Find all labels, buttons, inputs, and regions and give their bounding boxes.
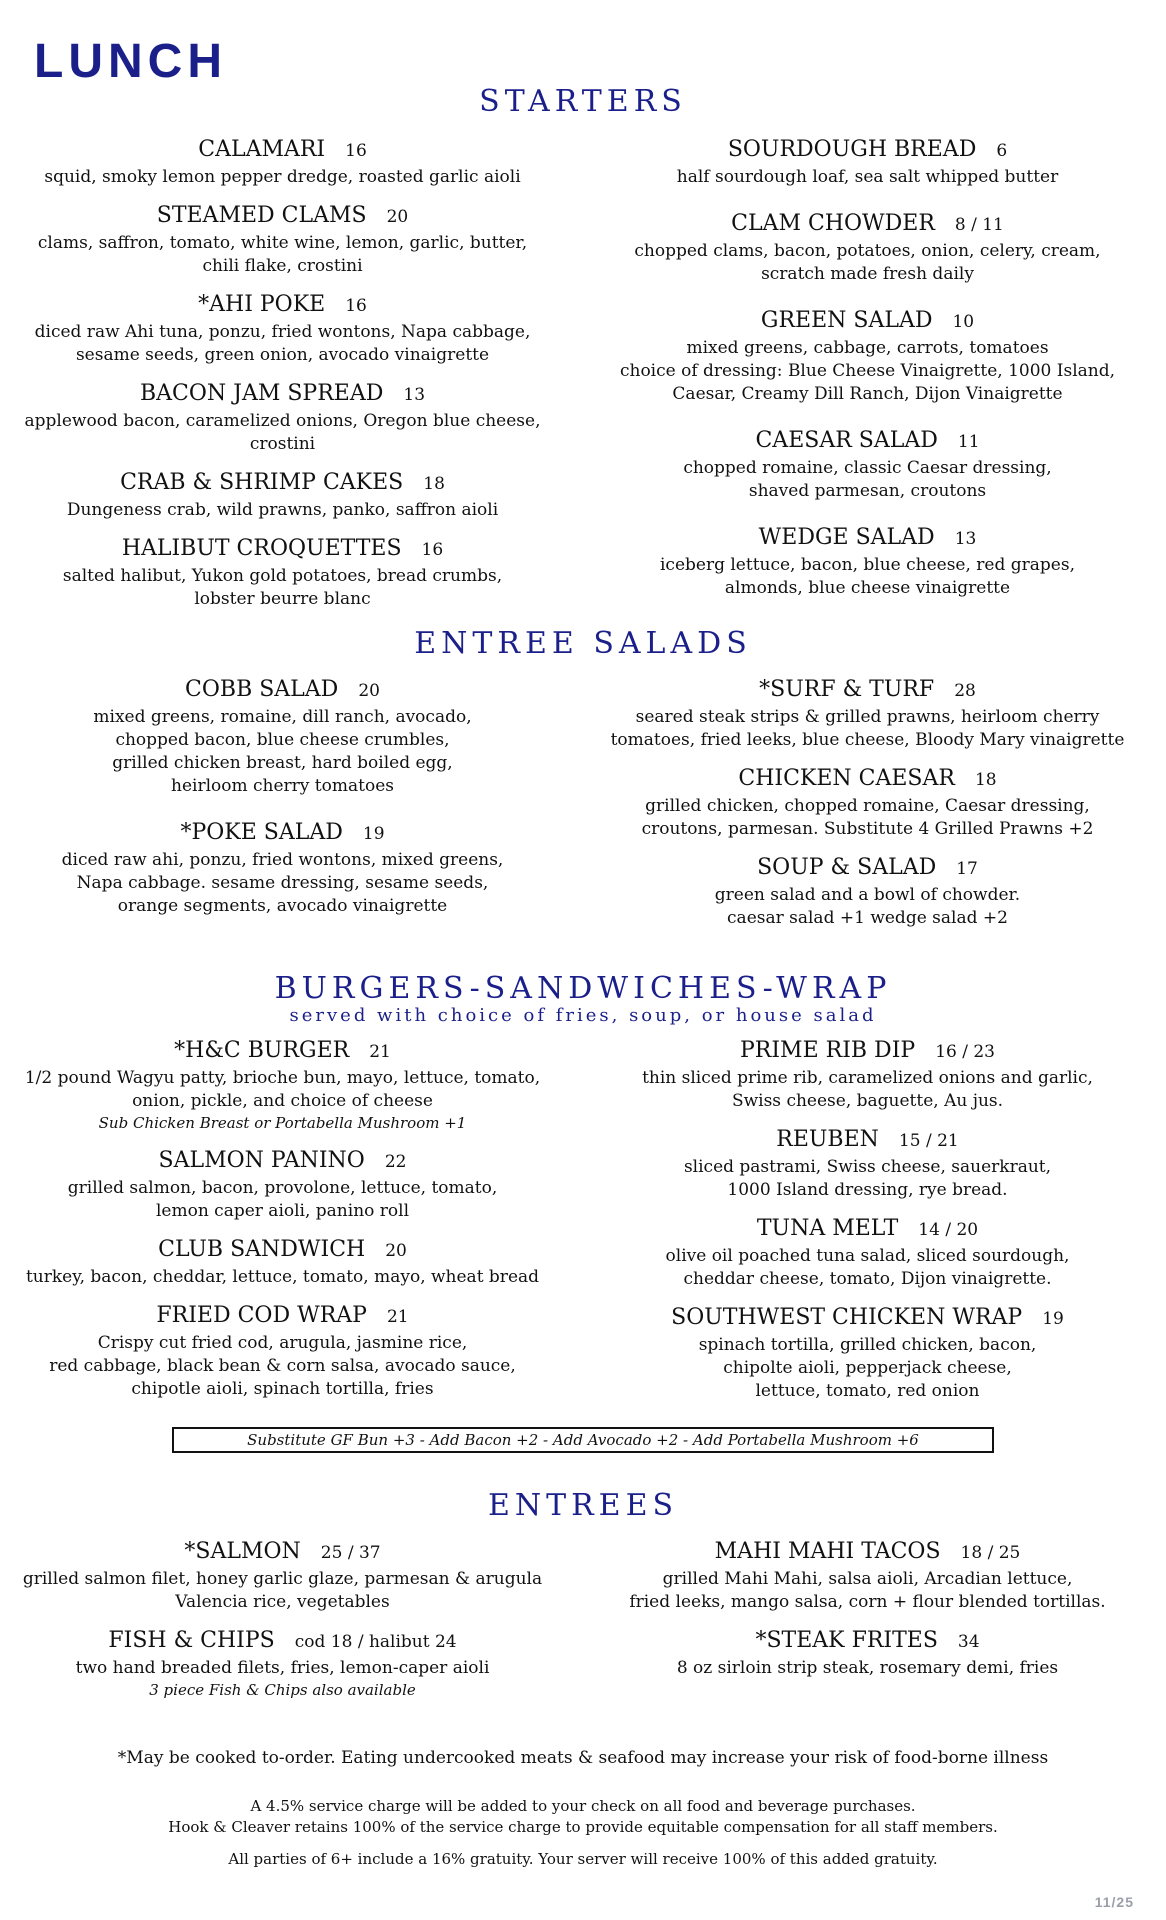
- menu-item-heading: [600, 1214, 1135, 1245]
- menu-item-name: CLAM CHOWDER: [731, 211, 935, 236]
- burgers-left-column: [20, 1036, 545, 1413]
- menu-item-description: cheddar cheese, tomato, Dijon vinaigrette.: [683, 1269, 1052, 1289]
- menu-item: [600, 1036, 1135, 1113]
- gratuity-notice: All parties of 6+ include a 16% gratuity. Your server will receive 100% of this added gratuity.: [228, 1850, 938, 1868]
- menu-item-price: 6: [996, 141, 1008, 161]
- menu-item-price: 22: [384, 1152, 407, 1172]
- menu-item-heading: [600, 306, 1135, 337]
- menu-item-heading: [20, 1146, 545, 1177]
- menu-item-price: 16: [421, 540, 444, 560]
- menu-item: [600, 1214, 1135, 1291]
- menu-item-description: grilled salmon, bacon, provolone, lettuce, tomato,: [67, 1178, 498, 1198]
- menu-item-heading: [20, 818, 545, 849]
- menu-item-name: GREEN SALAD: [760, 308, 933, 333]
- menu-item-price: 13: [954, 529, 977, 549]
- menu-item-heading: [20, 1235, 545, 1266]
- menu-item-heading: [20, 379, 545, 410]
- menu-item-price: 16 / 23: [935, 1042, 995, 1062]
- menu-item-description: 1/2 pound Wagyu patty, brioche bun, mayo, lettuce, tomato,: [24, 1068, 541, 1088]
- menu-item-description: sliced pastrami, Swiss cheese, sauerkraut,: [683, 1157, 1052, 1177]
- menu-item-name: PRIME RIB DIP: [740, 1038, 916, 1063]
- menu-item-price: 16: [345, 296, 367, 316]
- menu-item-heading: [600, 1036, 1135, 1067]
- menu-item-description: 8 oz sirloin strip steak, rosemary demi, fries: [676, 1658, 1059, 1678]
- menu-item: [20, 290, 545, 367]
- menu-item-description: Swiss cheese, baguette, Au jus.: [731, 1091, 1004, 1111]
- menu-item: [20, 1626, 545, 1701]
- menu-item-description: applewood bacon, caramelized onions, Oregon blue cheese,: [24, 411, 541, 431]
- menu-item-description: heirloom cherry tomatoes: [171, 776, 394, 796]
- menu-item: [600, 853, 1135, 930]
- menu-item-name: *H&C BURGER: [174, 1038, 350, 1063]
- menu-item-heading: [20, 290, 545, 321]
- section-heading-burgers: BURGERS-SANDWICHES-WRAP: [274, 971, 892, 1006]
- menu-item-description: Crispy cut fried cod, arugula, jasmine rice,: [97, 1333, 468, 1353]
- substitutions-box: Substitute GF Bun +3 - Add Bacon +2 - Add Avocado +2 - Add Portabella Mushroom +6: [172, 1427, 994, 1453]
- menu-item-description: salted halibut, Yukon gold potatoes, bread crumbs,: [62, 566, 503, 586]
- menu-item-description: orange segments, avocado vinaigrette: [117, 896, 448, 916]
- menu-item-description: scratch made fresh daily: [761, 264, 974, 284]
- menu-item-description: mixed greens, romaine, dill ranch, avocado,: [93, 707, 472, 727]
- menu-item-heading: [600, 1303, 1135, 1334]
- service-charge-notice: A 4.5% service charge will be added to your check on all food and beverage purchases.: [250, 1797, 916, 1815]
- menu-item-description: chopped bacon, blue cheese crumbles,: [115, 730, 450, 750]
- menu-item-price: 20: [386, 207, 409, 227]
- menu-item-name: MAHI MAHI TACOS: [714, 1539, 941, 1564]
- menu-item-name: *AHI POKE: [198, 292, 326, 317]
- menu-item-name: SOURDOUGH BREAD: [727, 137, 977, 162]
- menu-item: [600, 1626, 1135, 1680]
- starters-left-column: [20, 135, 545, 623]
- entrees-right-column: [600, 1537, 1135, 1692]
- menu-item-description: grilled chicken, chopped romaine, Caesar dressing,: [645, 796, 1090, 816]
- entree-salads-left-column: [20, 675, 545, 930]
- menu-item: [20, 818, 545, 918]
- menu-item-heading: [600, 764, 1135, 795]
- menu-item-heading: [600, 1537, 1135, 1568]
- menu-item-description: grilled salmon filet, honey garlic glaze, parmesan & arugula: [22, 1569, 543, 1589]
- menu-item-price: 21: [369, 1042, 391, 1062]
- menu-item-name: CRAB & SHRIMP CAKES: [120, 470, 404, 495]
- menu-item-price: 20: [358, 681, 380, 701]
- menu-item-description: olive oil poached tuna salad, sliced sourdough,: [665, 1246, 1070, 1266]
- menu-item: [600, 209, 1135, 286]
- menu-item-heading: [20, 135, 545, 166]
- menu-item-heading: [20, 534, 545, 565]
- menu-item-description: lemon caper aioli, panino roll: [155, 1201, 410, 1221]
- menu-item-description: two hand breaded filets, fries, lemon-caper aioli: [75, 1658, 490, 1678]
- menu-item: [20, 468, 545, 522]
- menu-item-description: chipotle aioli, spinach tortilla, fries: [131, 1379, 434, 1399]
- menu-item-heading: [20, 201, 545, 232]
- menu-item: [600, 1303, 1135, 1403]
- section-heading-entrees: ENTREES: [487, 1488, 679, 1523]
- menu-item-name: WEDGE SALAD: [758, 525, 935, 550]
- menu-item-description: chipolte aioli, pepperjack cheese,: [723, 1358, 1012, 1378]
- menu-item-description: seared steak strips & grilled prawns, heirloom cherry: [635, 707, 1100, 727]
- menu-item: [20, 1537, 545, 1614]
- menu-item: [600, 1537, 1135, 1614]
- menu-item-name: STEAMED CLAMS: [156, 203, 367, 228]
- menu-item-description: fried leeks, mango salsa, corn + flour blended tortillas.: [629, 1592, 1106, 1612]
- entree-salads-right-column: [600, 675, 1135, 942]
- raw-food-warning: *May be cooked to-order. Eating undercooked meats & seafood may increase your risk of food-borne illness: [117, 1748, 1049, 1768]
- menu-item-description: thin sliced prime rib, caramelized onions and garlic,: [642, 1068, 1093, 1088]
- menu-item-name: BACON JAM SPREAD: [139, 381, 384, 406]
- menu-item-price: 19: [362, 824, 385, 844]
- menu-item-price: 34: [957, 1632, 980, 1652]
- menu-item-description: mixed greens, cabbage, carrots, tomatoes: [686, 338, 1049, 358]
- service-charge-retention: Hook & Cleaver retains 100% of the service charge to provide equitable compensation for all staff members.: [168, 1818, 998, 1836]
- menu-item: [20, 135, 545, 189]
- menu-item: [20, 1301, 545, 1401]
- menu-item-description: tomatoes, fried leeks, blue cheese, Bloody Mary vinaigrette: [610, 730, 1125, 750]
- menu-item-name: REUBEN: [776, 1127, 879, 1152]
- menu-item: [20, 1146, 545, 1223]
- section-heading-starters: STARTERS: [479, 84, 687, 119]
- menu-item-description: Valencia rice, vegetables: [175, 1592, 390, 1612]
- menu-item: [20, 534, 545, 611]
- menu-item-description: green salad and a bowl of chowder.: [714, 885, 1021, 905]
- menu-item: [600, 675, 1135, 752]
- page-number: 11/25: [1094, 1894, 1134, 1910]
- menu-item: [20, 379, 545, 456]
- menu-item-price: 14 / 20: [918, 1220, 979, 1240]
- menu-item-description: Dungeness crab, wild prawns, panko, saffron aioli: [66, 500, 499, 520]
- menu-item-description: turkey, bacon, cheddar, lettuce, tomato, mayo, wheat bread: [25, 1267, 540, 1287]
- menu-item-description: grilled Mahi Mahi, salsa aioli, Arcadian lettuce,: [662, 1569, 1073, 1589]
- menu-item-description: chopped clams, bacon, potatoes, onion, celery, cream,: [634, 241, 1101, 261]
- menu-item: [20, 1036, 545, 1134]
- menu-item-price: 20: [385, 1241, 407, 1261]
- menu-item-name: SOUTHWEST CHICKEN WRAP: [671, 1305, 1023, 1330]
- menu-item-description: squid, smoky lemon pepper dredge, roasted garlic aioli: [44, 167, 521, 187]
- starters-right-column: [600, 135, 1135, 612]
- menu-item: [20, 1235, 545, 1289]
- menu-item-description: half sourdough loaf, sea salt whipped butter: [676, 167, 1059, 187]
- menu-item-name: HALIBUT CROQUETTES: [121, 536, 402, 561]
- menu-item-description: lettuce, tomato, red onion: [755, 1381, 980, 1401]
- menu-item-description: shaved parmesan, croutons: [748, 481, 987, 501]
- menu-item-description: sesame seeds, green onion, avocado vinaigrette: [75, 345, 490, 365]
- menu-item-price: 16: [345, 141, 367, 161]
- menu-item-heading: [20, 1036, 545, 1067]
- menu-item-heading: [600, 135, 1135, 166]
- menu-item-name: CALAMARI: [198, 137, 326, 162]
- menu-item-description: chili flake, crostini: [202, 256, 363, 276]
- menu-item-price: 13: [403, 385, 426, 405]
- menu-item-name: CHICKEN CAESAR: [738, 766, 955, 791]
- menu-item-price: 15 / 21: [898, 1131, 959, 1151]
- menu-item: [20, 201, 545, 278]
- menu-item: [600, 135, 1135, 189]
- menu-item-description: crostini: [249, 434, 316, 454]
- menu-item-description: caesar salad +1 wedge salad +2: [727, 908, 1008, 928]
- menu-item-heading: [600, 426, 1135, 457]
- menu-item: [600, 523, 1135, 600]
- menu-item-price: 19: [1042, 1309, 1064, 1329]
- menu-item-description: choice of dressing: Blue Cheese Vinaigrette, 1000 Island,: [619, 361, 1116, 381]
- menu-item: [600, 426, 1135, 503]
- menu-item-heading: [20, 468, 545, 499]
- menu-item-name: CAESAR SALAD: [755, 428, 938, 453]
- menu-item-description: Caesar, Creamy Dill Ranch, Dijon Vinaigrette: [672, 384, 1063, 404]
- menu-item-price: 18: [974, 770, 997, 790]
- menu-item-name: TUNA MELT: [756, 1216, 899, 1241]
- menu-item-heading: [600, 675, 1135, 706]
- menu-item-heading: [600, 523, 1135, 554]
- menu-item-name: SALMON PANINO: [158, 1148, 365, 1173]
- menu-item-price: 8 / 11: [954, 215, 1004, 235]
- menu-item-name: *SURF & TURF: [759, 677, 935, 702]
- menu-item-heading: [600, 1626, 1135, 1657]
- menu-item-note: Sub Chicken Breast or Portabella Mushroom +1: [98, 1114, 467, 1132]
- menu-item-description: grilled chicken breast, hard boiled egg,: [112, 753, 453, 773]
- menu-item-price: 18 / 25: [960, 1543, 1021, 1563]
- menu-item-price: 18: [423, 474, 445, 494]
- menu-item-description: clams, saffron, tomato, white wine, lemon, garlic, butter,: [37, 233, 528, 253]
- menu-item-name: COBB SALAD: [185, 677, 339, 702]
- menu-item-heading: [20, 1301, 545, 1332]
- menu-item-description: chopped romaine, classic Caesar dressing,: [683, 458, 1052, 478]
- menu-item-heading: [600, 209, 1135, 240]
- menu-item-description: lobster beurre blanc: [194, 589, 371, 609]
- menu-item-heading: [600, 1125, 1135, 1156]
- menu-item-description: iceberg lettuce, bacon, blue cheese, red grapes,: [659, 555, 1075, 575]
- menu-title: LUNCH: [34, 35, 227, 88]
- menu-item-description: red cabbage, black bean & corn salsa, avocado sauce,: [49, 1356, 516, 1376]
- menu-item-heading: [20, 675, 545, 706]
- menu-item-name: CLUB SANDWICH: [158, 1237, 366, 1262]
- menu-item: [600, 1125, 1135, 1202]
- menu-item-name: FISH & CHIPS: [108, 1628, 275, 1653]
- menu-item-price: 17: [956, 859, 978, 879]
- menu-item-description: Napa cabbage. sesame dressing, sesame seeds,: [76, 873, 489, 893]
- entrees-left-column: [20, 1537, 545, 1713]
- menu-item-heading: [20, 1626, 545, 1657]
- menu-item-heading: [600, 853, 1135, 884]
- menu-item: [600, 764, 1135, 841]
- burgers-right-column: [600, 1036, 1135, 1415]
- menu-item-price: 25 / 37: [320, 1543, 381, 1563]
- menu-item-name: *SALMON: [184, 1539, 301, 1564]
- menu-item-note: 3 piece Fish & Chips also available: [149, 1681, 416, 1699]
- menu-item-name: *STEAK FRITES: [755, 1628, 938, 1653]
- section-subheading-burgers: served with choice of fries, soup, or house salad: [289, 1005, 877, 1026]
- menu-item-price: 11: [957, 432, 980, 452]
- menu-item-price: 28: [954, 681, 976, 701]
- menu-item-description: diced raw Ahi tuna, ponzu, fried wontons, Napa cabbage,: [34, 322, 531, 342]
- menu-item-name: *POKE SALAD: [180, 820, 343, 845]
- menu-item: [20, 675, 545, 798]
- section-heading-entree-salads: ENTREE SALADS: [414, 626, 752, 661]
- menu-item-description: croutons, parmesan. Substitute 4 Grilled Prawns +2: [641, 819, 1094, 839]
- menu-item-name: SOUP & SALAD: [757, 855, 937, 880]
- menu-item-price: 10: [952, 312, 975, 332]
- menu-item-description: spinach tortilla, grilled chicken, bacon,: [698, 1335, 1037, 1355]
- menu-item-name: FRIED COD WRAP: [156, 1303, 367, 1328]
- menu-item-description: diced raw ahi, ponzu, fried wontons, mixed greens,: [61, 850, 504, 870]
- menu-item: [600, 306, 1135, 406]
- menu-item-description: 1000 Island dressing, rye bread.: [727, 1180, 1008, 1200]
- menu-item-price: cod 18 / halibut 24: [294, 1632, 457, 1652]
- menu-item-price: 21: [386, 1307, 409, 1327]
- menu-item-description: almonds, blue cheese vinaigrette: [724, 578, 1011, 598]
- menu-item-heading: [20, 1537, 545, 1568]
- menu-item-description: onion, pickle, and choice of cheese: [132, 1091, 433, 1111]
